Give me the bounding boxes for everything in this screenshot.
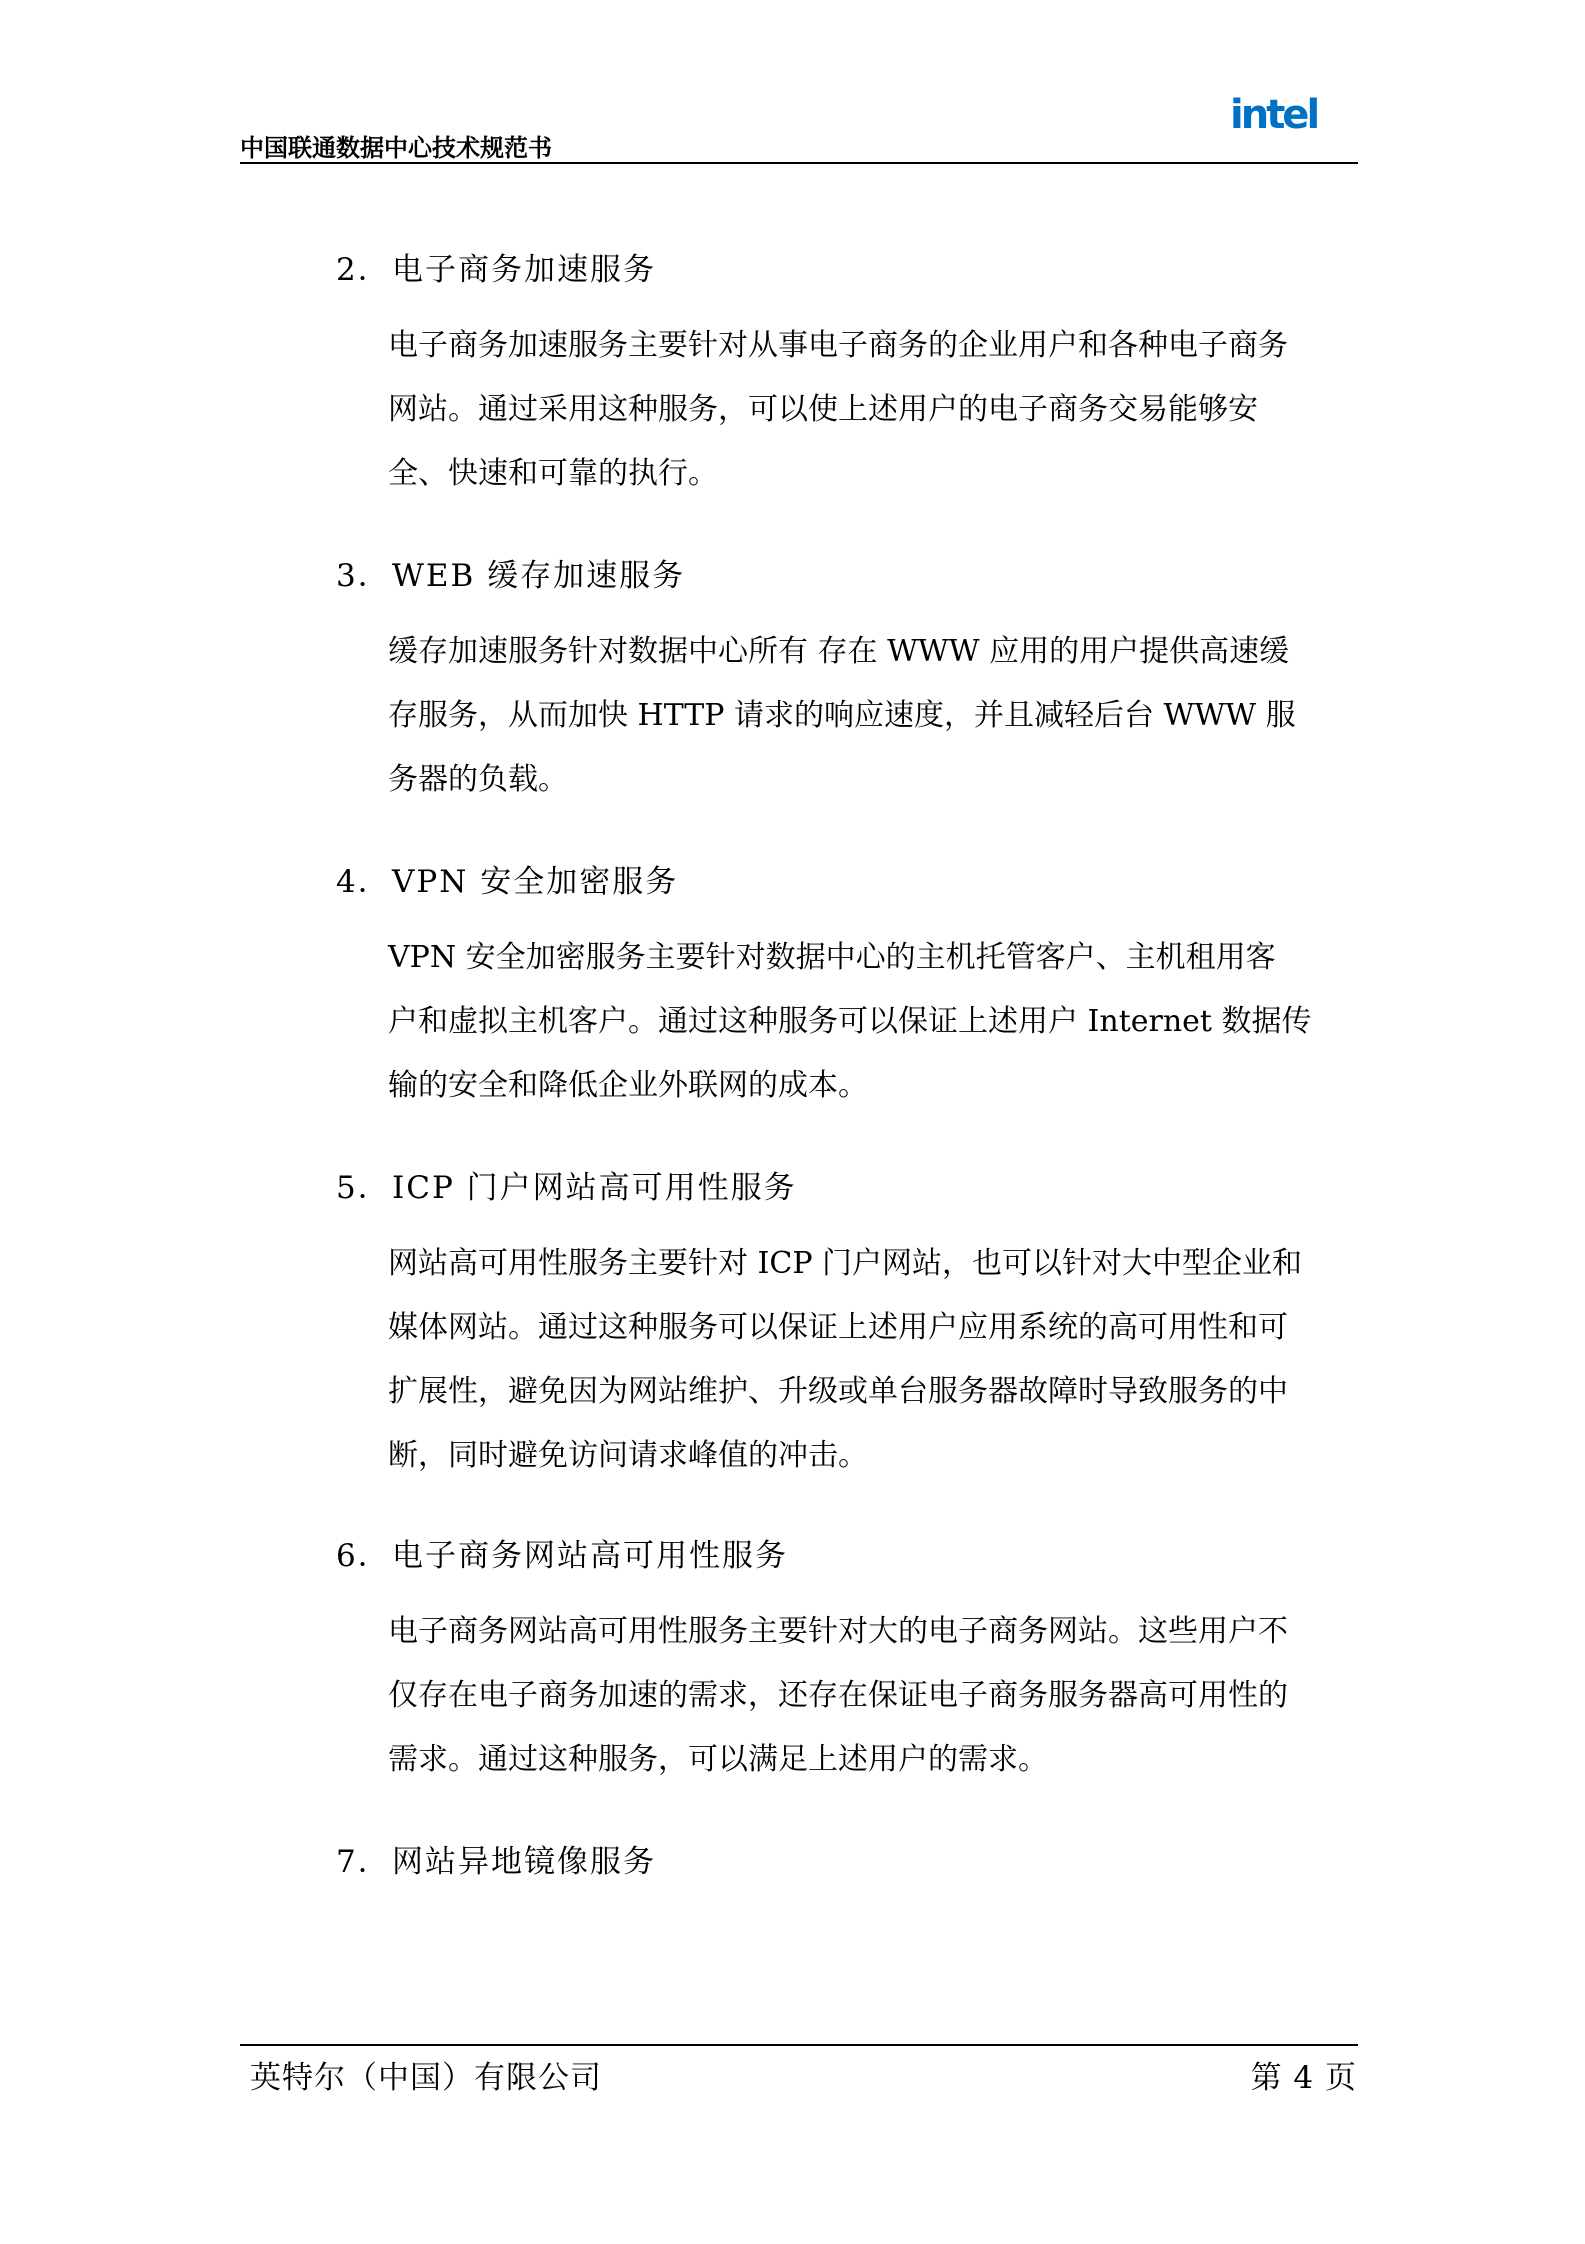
paragraph-line: 扩展性，避免因为网站维护、升级或单台服务器故障时导致服务的中: [388, 1374, 1288, 1409]
section-item: [240, 250, 1358, 506]
header-divider: [240, 162, 1358, 164]
section-title: VPN 安全加密服务: [392, 864, 679, 900]
paragraph-line: 全、快速和可靠的执行。: [388, 456, 718, 491]
section-paragraph: [240, 1232, 1303, 1488]
section-heading: [240, 1842, 1358, 1882]
section-item: [240, 1168, 1358, 1488]
intel-logo: [1228, 88, 1328, 144]
paragraph-line: 电子商务网站高可用性服务主要针对大的电子商务网站。这些用户不: [388, 1614, 1288, 1649]
paragraph-line: 仅存在电子商务加速的需求，还存在保证电子商务服务器高可用性的: [388, 1678, 1288, 1713]
section-paragraph: [240, 620, 1296, 812]
section-heading: [240, 250, 1358, 290]
section-paragraph: [240, 314, 1288, 506]
paragraph-line: 网站。通过采用这种服务，可以使上述用户的电子商务交易能够安: [388, 392, 1258, 427]
section-heading: [240, 1536, 1358, 1576]
paragraph-line: 网站高可用性服务主要针对 ICP 门户网站，也可以针对大中型企业和: [388, 1246, 1303, 1281]
section-title: WEB 缓存加速服务: [392, 558, 686, 594]
footer-divider: [240, 2044, 1358, 2046]
section-heading: [240, 1168, 1358, 1208]
section-item: [240, 1842, 1358, 1882]
section-title: 电子商务加速服务: [392, 252, 656, 288]
footer-company: 英特尔（中国）有限公司: [250, 2060, 602, 2096]
paragraph-line: 断，同时避免访问请求峰值的冲击。: [388, 1438, 868, 1473]
section-item: [240, 1536, 1358, 1792]
page-number: 第 4 页: [1250, 2060, 1357, 2096]
paragraph-line: 务器的负载。: [388, 762, 568, 797]
logo-lettering: intel: [1230, 92, 1318, 138]
section-heading: [240, 862, 1358, 902]
paragraph-line: VPN 安全加密服务主要针对数据中心的主机托管客户、主机租用客: [388, 940, 1276, 975]
section-item: [240, 862, 1358, 1118]
paragraph-line: 媒体网站。通过这种服务可以保证上述用户应用系统的高可用性和可: [388, 1310, 1288, 1345]
paragraph-line: 缓存加速服务针对数据中心所有 存在 WWW 应用的用户提供高速缓: [388, 634, 1290, 669]
paragraph-line: 输的安全和降低企业外联网的成本。: [388, 1068, 868, 1103]
section-title: 电子商务网站高可用性服务: [392, 1538, 788, 1574]
paragraph-line: 电子商务加速服务主要针对从事电子商务的企业用户和各种电子商务: [388, 328, 1288, 363]
section-paragraph: [240, 1600, 1288, 1792]
paragraph-line: 户和虚拟主机客户。通过这种服务可以保证上述用户 Internet 数据传: [388, 1004, 1312, 1039]
section-item: [240, 556, 1358, 812]
paragraph-line: 需求。通过这种服务，可以满足上述用户的需求。: [388, 1742, 1048, 1777]
document-title: 中国联通数据中心技术规范书: [240, 134, 552, 162]
section-title: ICP 门户网站高可用性服务: [392, 1170, 797, 1206]
paragraph-line: 存服务，从而加快 HTTP 请求的响应速度，并且减轻后台 WWW 服: [388, 698, 1296, 733]
section-heading: [240, 556, 1358, 596]
section-number: 2．: [336, 252, 391, 288]
section-number: 4．: [336, 864, 391, 900]
section-number: 5．: [336, 1170, 391, 1206]
section-number: 3．: [336, 558, 391, 594]
section-number: 7．: [336, 1844, 391, 1880]
section-paragraph: [240, 926, 1312, 1118]
section-number: 6．: [336, 1538, 391, 1574]
section-title: 网站异地镜像服务: [392, 1844, 656, 1880]
